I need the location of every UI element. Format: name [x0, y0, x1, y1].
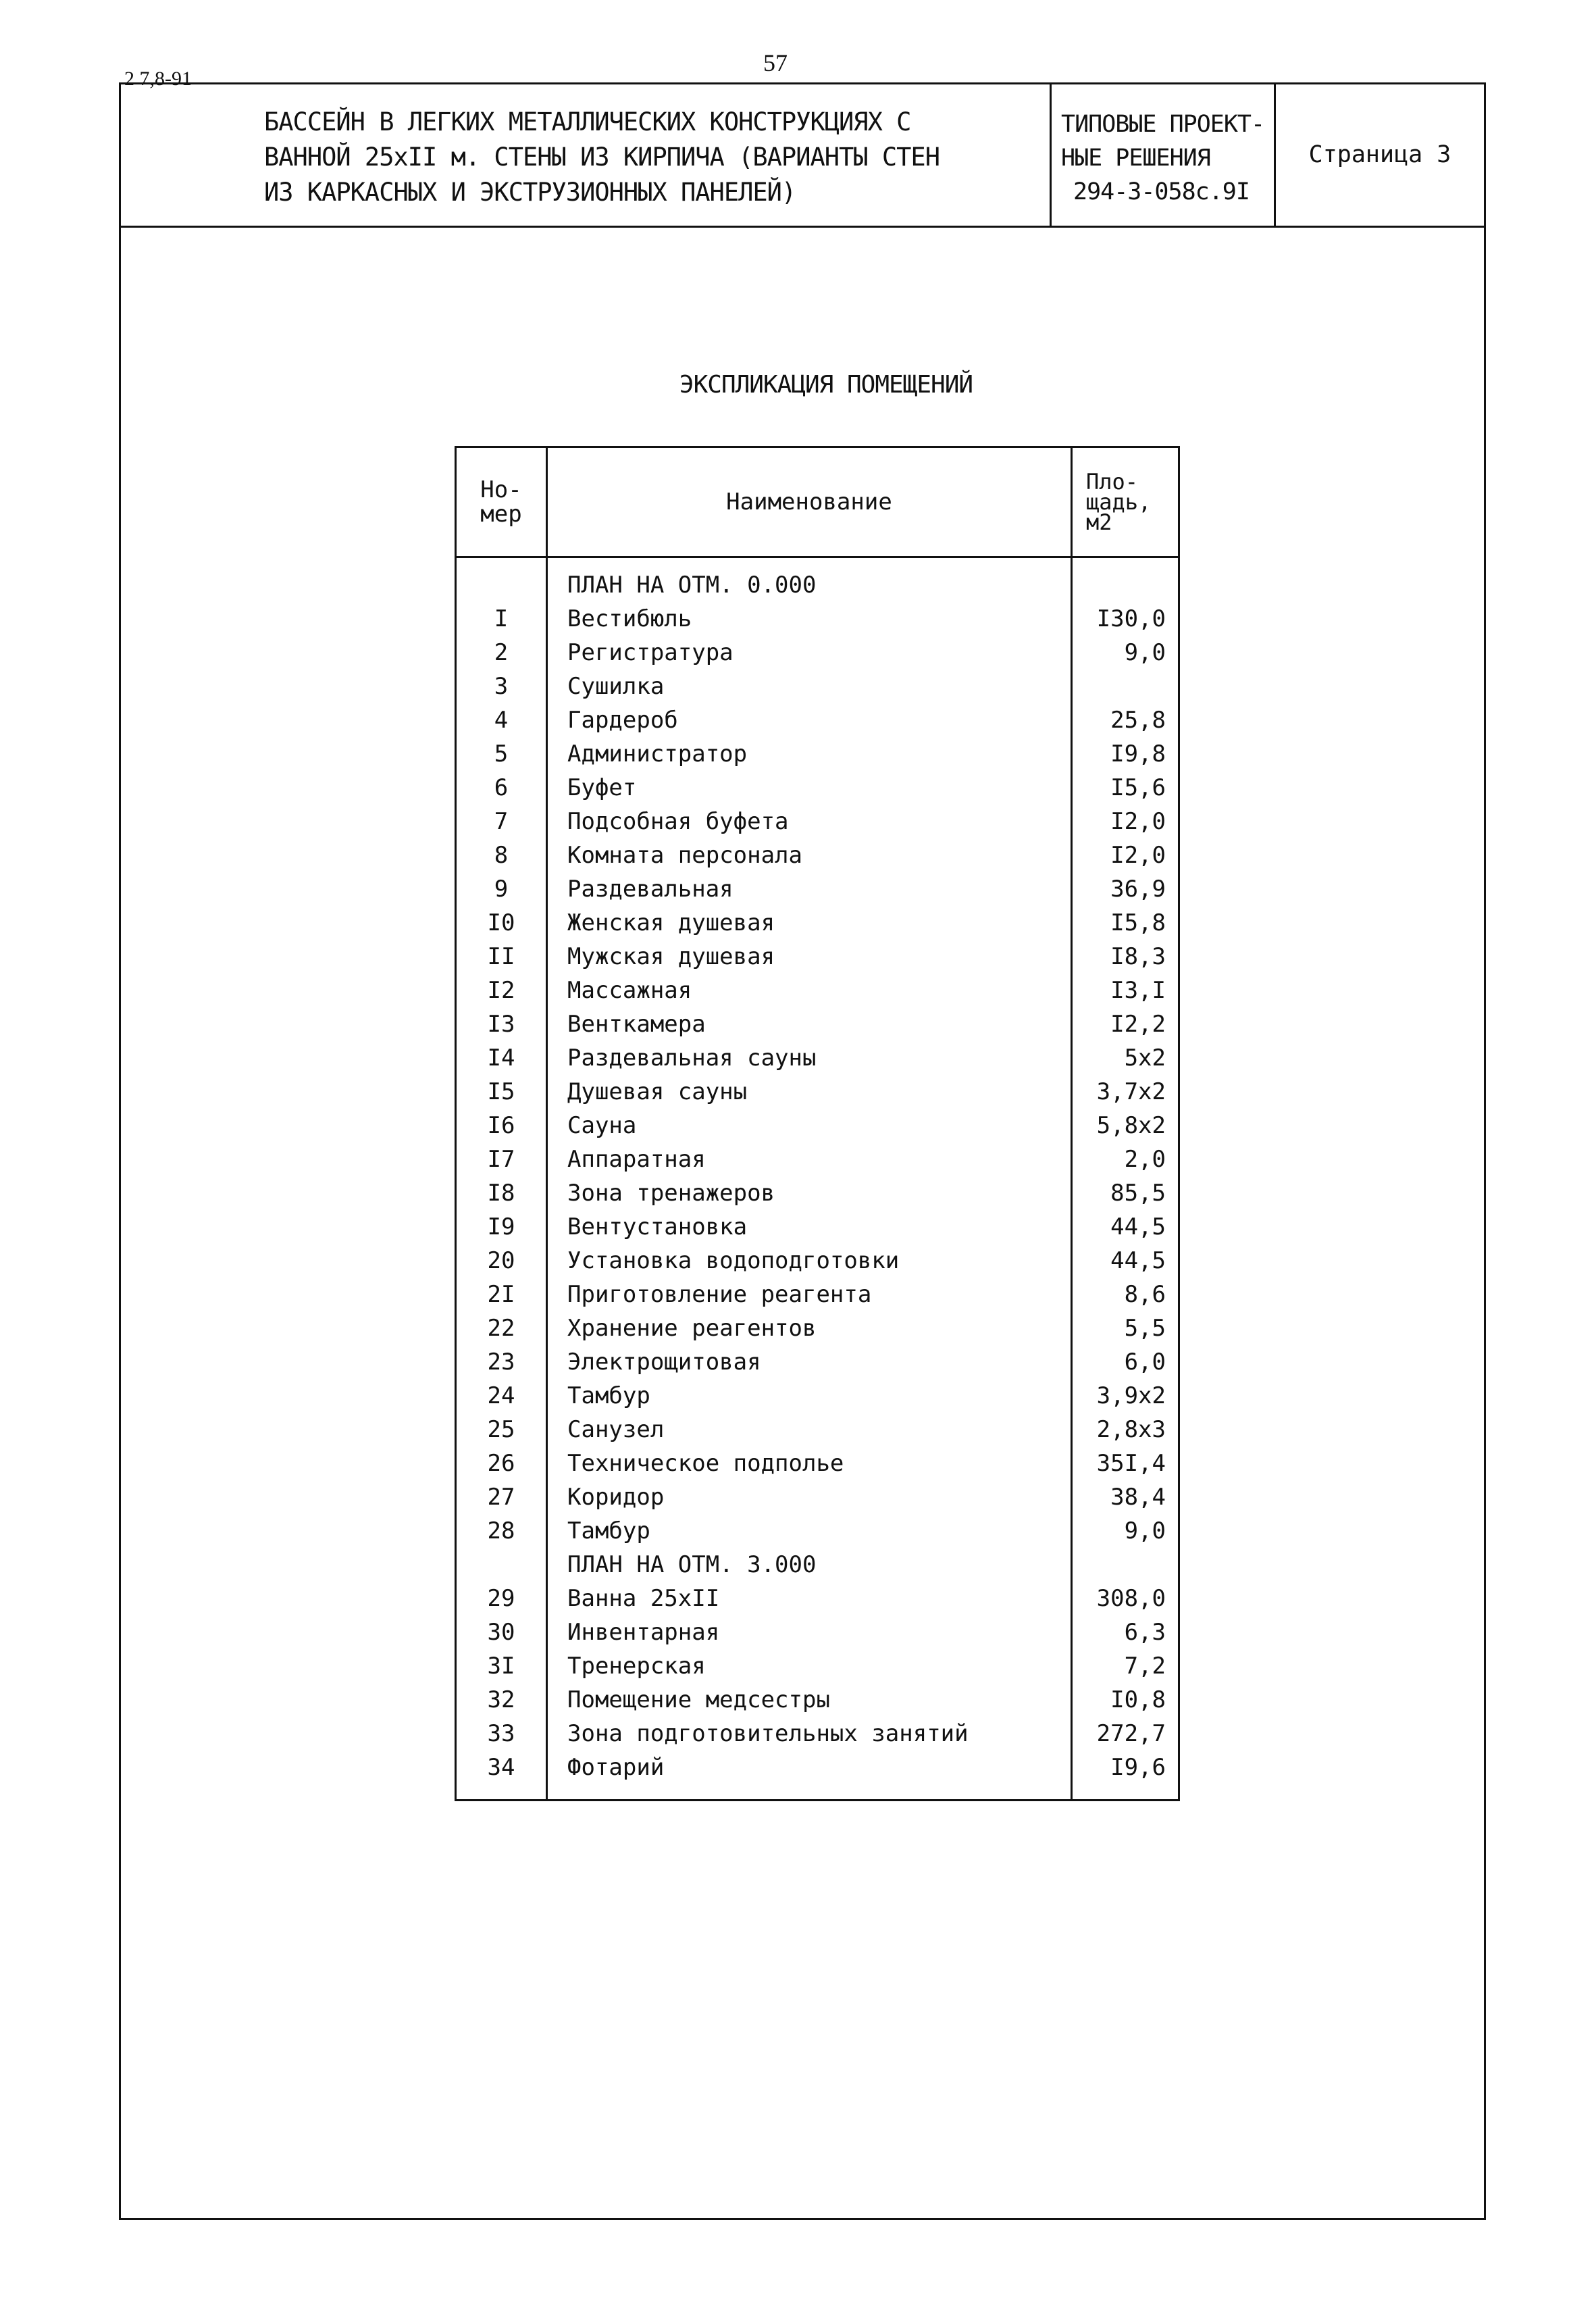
- room-number: 3I: [487, 1653, 515, 1680]
- room-name: Помещение медсестры: [567, 1686, 830, 1713]
- project-code-line: ТИПОВЫЕ ПРОЕКТ-: [1061, 111, 1265, 138]
- room-area: 8,6: [1124, 1281, 1166, 1308]
- sheet-number: 57: [763, 49, 788, 76]
- room-number: 7: [494, 808, 509, 835]
- room-number: I: [494, 605, 509, 632]
- table-row: [457, 1615, 1178, 1649]
- table-section-row: [457, 568, 1178, 602]
- drawing-frame: [119, 82, 1486, 2220]
- room-number: I2: [487, 977, 515, 1004]
- table-row: [457, 1649, 1178, 1683]
- room-name: Зона подготовительных занятий: [567, 1720, 969, 1747]
- column-header-name: Наименование: [726, 488, 892, 515]
- column-header-line: м2: [1086, 509, 1112, 535]
- project-title: [121, 84, 1052, 226]
- title-block: [121, 84, 1484, 228]
- room-name: Буфет: [567, 774, 637, 801]
- page-label: Страница 3: [1308, 141, 1451, 168]
- room-name: Комната персонала: [567, 842, 802, 869]
- room-number: 2I: [487, 1281, 515, 1308]
- room-area: 3,9х2: [1096, 1382, 1166, 1409]
- column-header-area: [1073, 448, 1178, 556]
- room-area: 9,0: [1124, 1517, 1166, 1544]
- table-section-row: [457, 1548, 1178, 1582]
- table-row: [457, 906, 1178, 940]
- table-row: [457, 1109, 1178, 1142]
- room-area: I2,0: [1110, 842, 1166, 869]
- table-row: [457, 1683, 1178, 1717]
- column-header-line: Но-: [480, 476, 522, 503]
- project-code: [1052, 84, 1276, 226]
- room-area: I8,3: [1110, 943, 1166, 970]
- room-area: I30,0: [1096, 605, 1166, 632]
- table-row: [457, 1075, 1178, 1109]
- room-number: I5: [487, 1078, 515, 1105]
- column-header-number: [457, 448, 546, 556]
- room-name: Мужская душевая: [567, 943, 775, 970]
- table-row: [457, 1278, 1178, 1311]
- room-name: Душевая сауны: [567, 1078, 748, 1105]
- room-number: 33: [487, 1720, 515, 1747]
- room-area: 272,7: [1096, 1720, 1166, 1747]
- room-name: Сауна: [567, 1112, 637, 1139]
- room-area: I0,8: [1110, 1686, 1166, 1713]
- room-area: 308,0: [1096, 1585, 1166, 1612]
- table-row: [457, 1311, 1178, 1345]
- table-row: [457, 1007, 1178, 1041]
- room-number: I9: [487, 1213, 515, 1240]
- room-number: 20: [487, 1247, 515, 1274]
- room-area: 44,5: [1110, 1247, 1166, 1274]
- room-area: I3,I: [1110, 977, 1166, 1004]
- room-name: Подсобная буфета: [567, 808, 789, 835]
- room-number: 30: [487, 1619, 515, 1646]
- room-name: Тамбур: [567, 1517, 650, 1544]
- table-row: [457, 1413, 1178, 1447]
- room-name: Венткамера: [567, 1011, 706, 1038]
- table-row: [457, 1142, 1178, 1176]
- room-name: Сушилка: [567, 673, 665, 700]
- room-name: Фотарий: [567, 1754, 665, 1781]
- room-area: 3,7х2: [1096, 1078, 1166, 1105]
- room-name: Аппаратная: [567, 1146, 706, 1173]
- room-area: 35I,4: [1096, 1450, 1166, 1477]
- room-number: 23: [487, 1349, 515, 1376]
- room-number: I3: [487, 1011, 515, 1038]
- document-date: 2 7,8-91: [124, 68, 192, 90]
- room-area: 5х2: [1124, 1045, 1166, 1072]
- room-number: 28: [487, 1517, 515, 1544]
- room-area: 36,9: [1110, 876, 1166, 903]
- room-area: I9,6: [1110, 1754, 1166, 1781]
- column-header-line: Пло-: [1086, 469, 1139, 495]
- room-number: I7: [487, 1146, 515, 1173]
- room-area: 7,2: [1124, 1653, 1166, 1680]
- room-number: 27: [487, 1484, 515, 1511]
- room-number: 32: [487, 1686, 515, 1713]
- room-name: Установка водоподготовки: [567, 1247, 900, 1274]
- room-number: I6: [487, 1112, 515, 1139]
- room-area: 9,0: [1124, 639, 1166, 666]
- room-name: Ванна 25хII: [567, 1585, 720, 1612]
- room-name: Инвентарная: [567, 1619, 720, 1646]
- room-number: II: [487, 943, 515, 970]
- project-code-number: 294-3-058с.9I: [1073, 178, 1250, 205]
- room-name: Раздевальная сауны: [567, 1045, 817, 1072]
- table-row: [457, 670, 1178, 703]
- room-number: 5: [494, 740, 509, 768]
- room-area: 6,0: [1124, 1349, 1166, 1376]
- table-row: [457, 1041, 1178, 1075]
- room-area: 85,5: [1110, 1180, 1166, 1207]
- project-title-line: БАССЕЙН В ЛЕГКИХ МЕТАЛЛИЧЕСКИХ КОНСТРУКЦИЯХ С: [264, 107, 911, 136]
- table-row: [457, 1514, 1178, 1548]
- room-name: Раздевальная: [567, 876, 733, 903]
- room-name: Гардероб: [567, 707, 678, 734]
- project-title-line: ИЗ КАРКАСНЫХ И ЭКСТРУЗИОННЫХ ПАНЕЛЕЙ): [264, 178, 796, 207]
- project-title-line: ВАННОЙ 25хII м. СТЕНЫ ИЗ КИРПИЧА (ВАРИАНТЫ СТЕН: [264, 143, 939, 172]
- room-name: Электрощитовая: [567, 1349, 761, 1376]
- room-number: 4: [494, 707, 509, 734]
- table-row: [457, 737, 1178, 771]
- room-name: Женская душевая: [567, 909, 775, 936]
- room-number: 3: [494, 673, 509, 700]
- room-area: 5,8х2: [1096, 1112, 1166, 1139]
- room-name: Вестибюль: [567, 605, 692, 632]
- room-area: I5,6: [1110, 774, 1166, 801]
- room-number: 24: [487, 1382, 515, 1409]
- room-number: 6: [494, 774, 509, 801]
- table-row: [457, 872, 1178, 906]
- table-row: [457, 1176, 1178, 1210]
- room-explication-table: [455, 446, 1180, 1801]
- room-name: Санузел: [567, 1416, 665, 1443]
- room-number: 2: [494, 639, 509, 666]
- room-number: I0: [487, 909, 515, 936]
- room-area: 2,8х3: [1096, 1416, 1166, 1443]
- project-code-line: НЫЕ РЕШЕНИЯ: [1061, 145, 1210, 172]
- room-name: Администратор: [567, 740, 748, 768]
- room-area: 44,5: [1110, 1213, 1166, 1240]
- table-row: [457, 1751, 1178, 1784]
- room-name: Приготовление реагента: [567, 1281, 872, 1308]
- table-row: [457, 1717, 1178, 1751]
- room-area: 5,5: [1124, 1315, 1166, 1342]
- table-row: [457, 636, 1178, 670]
- table-row: [457, 805, 1178, 838]
- room-number: 8: [494, 842, 509, 869]
- room-name: Регистратура: [567, 639, 733, 666]
- table-row: [457, 974, 1178, 1007]
- table-row: [457, 1480, 1178, 1514]
- room-name: Техническое подполье: [567, 1450, 844, 1477]
- room-area: I5,8: [1110, 909, 1166, 936]
- room-name: Тренерская: [567, 1653, 706, 1680]
- room-name: ПЛАН НА ОТМ. 0.000: [567, 572, 817, 599]
- table-row: [457, 838, 1178, 872]
- column-header-line: щадь,: [1086, 489, 1152, 515]
- table-row: [457, 602, 1178, 636]
- room-name: Зона тренажеров: [567, 1180, 775, 1207]
- room-number: 34: [487, 1754, 515, 1781]
- column-header-line: мер: [480, 501, 522, 528]
- room-area: I2,2: [1110, 1011, 1166, 1038]
- room-name: Массажная: [567, 977, 692, 1004]
- room-name: Тамбур: [567, 1382, 650, 1409]
- table-row: [457, 703, 1178, 737]
- room-area: 25,8: [1110, 707, 1166, 734]
- table-row: [457, 1345, 1178, 1379]
- table-row: [457, 771, 1178, 805]
- room-area: 6,3: [1124, 1619, 1166, 1646]
- room-name: ПЛАН НА ОТМ. 3.000: [567, 1551, 817, 1578]
- room-name: Вентустановка: [567, 1213, 748, 1240]
- table-row: [457, 1379, 1178, 1413]
- room-number: 26: [487, 1450, 515, 1477]
- room-number: 25: [487, 1416, 515, 1443]
- table-row: [457, 1447, 1178, 1480]
- room-number: I8: [487, 1180, 515, 1207]
- room-number: I4: [487, 1045, 515, 1072]
- table-row: [457, 1582, 1178, 1615]
- room-name: Коридор: [567, 1484, 665, 1511]
- room-area: 2,0: [1124, 1146, 1166, 1173]
- table-row: [457, 940, 1178, 974]
- room-number: 29: [487, 1585, 515, 1612]
- room-area: 38,4: [1110, 1484, 1166, 1511]
- room-name: Хранение реагентов: [567, 1315, 817, 1342]
- header-divider: [457, 556, 1178, 558]
- table-caption: ЭКСПЛИКАЦИЯ ПОМЕЩЕНИЙ: [679, 371, 973, 399]
- table-row: [457, 1244, 1178, 1278]
- table-row: [457, 1210, 1178, 1244]
- room-area: I9,8: [1110, 740, 1166, 768]
- room-number: 9: [494, 876, 509, 903]
- table-body: [457, 568, 1178, 1784]
- room-number: 22: [487, 1315, 515, 1342]
- room-area: I2,0: [1110, 808, 1166, 835]
